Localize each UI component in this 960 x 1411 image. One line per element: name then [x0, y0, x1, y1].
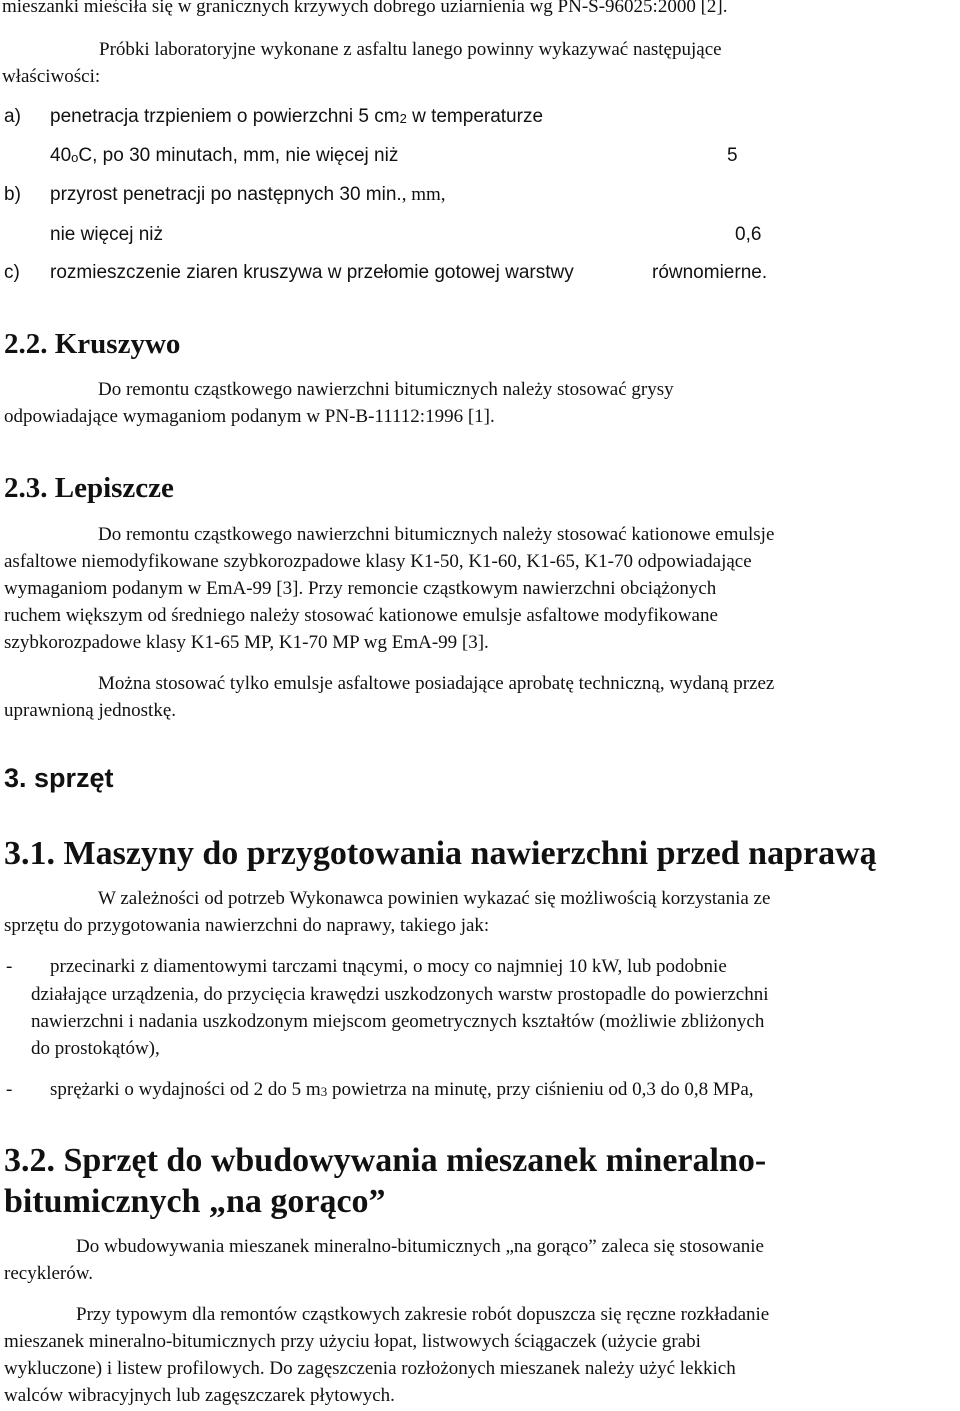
intro-line-1: Próbki laboratoryjne wykonane z asfaltu lanego powinny wykazywać następujące: [99, 39, 722, 60]
sec31-line-2: sprzętu do przygotowania nawierzchni do naprawy, takiego jak:: [4, 915, 490, 936]
sec23-line-5: szybkorozpadowe klasy K1-65 MP, K1-70 MP wg EmA-99 [3].: [4, 632, 489, 653]
prop-c-text: rozmieszczenie ziaren kruszywa w przełomie gotowej warstwy: [50, 262, 574, 283]
text-line-0: mieszanki mieściła się w granicznych krzywych dobrego uziarnienia wg PN-S-96025:2000 [2].: [2, 0, 728, 17]
prop-b-value: 0,6: [735, 224, 762, 245]
intro-line-2: właściwości:: [2, 66, 101, 87]
bullet-dash-1: -: [6, 956, 13, 977]
sec23-line-7: uprawnioną jednostkę.: [4, 700, 177, 721]
sec23-line-3: wymaganiom podanym w EmA-99 [3]. Przy remoncie cząstkowym nawierzchni obciążonych: [4, 578, 717, 599]
sec32-line-2: recyklerów.: [4, 1263, 93, 1284]
heading-2-3: 2.3. Lepiszcze: [4, 472, 174, 504]
bullet-1-line-1: przecinarki z diamentowymi tarczami tnącymi, o mocy co najmniej 10 kW, lub podobnie: [50, 956, 727, 977]
heading-2-2: 2.2. Kruszywo: [4, 328, 181, 360]
heading-3-2-line-2: bitumicznych „na gorąco”: [4, 1183, 386, 1220]
sec23-line-2: asfaltowe niemodyfikowane szybkorozpadowe klasy K1-50, K1-60, K1-65, K1-70 odpowiadające: [4, 551, 752, 572]
prop-c-value: równomierne.: [652, 262, 768, 283]
sec23-line-4: ruchem większym od średniego należy stosować kationowe emulsje asfaltowe modyfikowane: [4, 605, 718, 626]
prop-b-line-2: nie więcej niż: [50, 224, 163, 245]
sec32-line-1: Do wbudowywania mieszanek mineralno-bitumicznych „na gorąco” zaleca się stosowanie: [76, 1236, 764, 1257]
bullet-1-line-4: do prostokątów),: [31, 1038, 160, 1059]
sec32-line-3: Przy typowym dla remontów cząstkowych zakresie robót dopuszcza się ręczne rozkładanie: [76, 1304, 770, 1325]
sec31-line-1: W zależności od potrzeb Wykonawca powinien wykazać się możliwością korzystania ze: [98, 888, 771, 909]
bullet-dash-2: -: [6, 1079, 13, 1100]
bullet-2-line-1: sprężarki o wydajności od 2 do 5 $m_3$ powietrza na minutę, przy ciśnieniu od 0,3 do 0,8 MPa,: [50, 1079, 754, 1100]
sec22-line-1: Do remontu cząstkowego nawierzchni bitumicznych należy stosować grysy: [98, 379, 674, 400]
prop-b-line-1: przyrost penetracji po następnych 30 min., mm,: [50, 184, 446, 205]
prop-a-value: 5: [727, 145, 738, 166]
bullet-1-line-2: działające urządzenia, do przycięcia krawędzi uszkodzonych warstw prostopadle do powierzchni: [31, 984, 769, 1005]
prop-b-label: b): [4, 184, 21, 205]
heading-3: 3. sprzęt: [4, 763, 114, 793]
prop-c-label: c): [4, 262, 20, 283]
prop-a-line-1: penetracja trzpieniem o powierzchni 5 $cm_2$ w temperaturze: [50, 106, 544, 127]
heading-3-1: 3.1. Maszyny do przygotowania nawierzchni przed naprawą: [4, 835, 877, 872]
prop-a-line-2: $40_oC$, po 30 minutach, mm, nie więcej niż: [50, 145, 399, 166]
bullet-1-line-3: nawierzchni i nadania uszkodzonym miejscom geometrycznych kształtów (możliwie zbliżonych: [31, 1011, 765, 1032]
prop-a-label: a): [4, 106, 21, 127]
heading-3-2-line-1: 3.2. Sprzęt do wbudowywania mieszanek mineralno-: [4, 1142, 767, 1179]
sec23-line-6: Można stosować tylko emulsje asfaltowe posiadające aprobatę techniczną, wydaną przez: [98, 673, 775, 694]
sec22-line-2: odpowiadające wymaganiom podanym w PN-B-11112:1996 [1].: [4, 406, 495, 427]
sec32-line-5: wykluczone) i listew profilowych. Do zagęszczenia rozłożonych mieszanek należy użyć lekkich: [4, 1358, 736, 1379]
sec32-line-6: walców wibracyjnych lub zagęszczarek płytowych.: [4, 1385, 395, 1406]
sec32-line-4: mieszanek mineralno-bitumicznych przy użyciu łopat, listwowych ściągaczek (użycie grabi: [4, 1331, 701, 1352]
sec23-line-1: Do remontu cząstkowego nawierzchni bitumicznych należy stosować kationowe emulsje: [98, 524, 775, 545]
